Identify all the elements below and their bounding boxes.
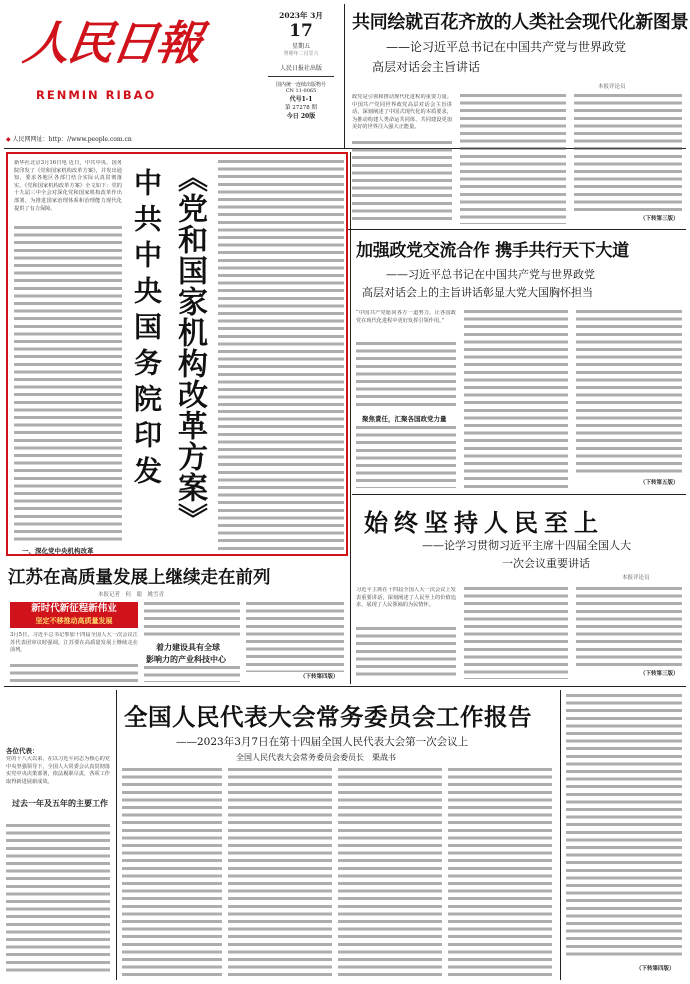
people-logo-icon: ◆ [6, 136, 11, 143]
npc-speaker: 全国人民代表大会常务委员会委员长 栗战书 [236, 753, 396, 762]
feature-publisher-vertical: 中共中央国务院印发 [130, 168, 163, 492]
lunar-date: 癸卯年二月廿六 [283, 51, 319, 57]
story-2-headline[interactable]: 加强政党交流合作 携手共行天下大道 [356, 241, 629, 261]
issue-number: 第 27278 期 [285, 105, 317, 111]
story-3-intro: 习近平主席在十四届全国人大一次会议上发表重要讲话，深刻阐述了人民至上的价值追求，展现了人民领袖的为民情怀。 [356, 587, 456, 609]
top-story [348, 4, 689, 229]
npc-left-section: 过去一年及五年的主要工作 [12, 799, 108, 808]
npc-subtitle: ——2023年3月7日在第十四届全国人民代表大会第一次会议上 [176, 736, 469, 748]
story-3-byline: 本报评论员 [622, 575, 650, 581]
feature-section-1: 一、深化党中央机构改革 [22, 547, 94, 555]
npc-headline[interactable]: 全国人民代表大会常务委员会工作报告 [124, 703, 532, 731]
top-story-subtitle-1: ——论习近平总书记在中国共产党与世界政党 [386, 40, 627, 54]
top-story-byline: 本报评论员 [598, 84, 626, 90]
story-3-subtitle-1: ——论学习贯彻习近平主席十四届全国人大 [422, 539, 631, 552]
top-story-turn: （下转第三版） [640, 216, 679, 222]
feature-title-vertical[interactable]: 《党和国家机构改革方案》 [172, 162, 207, 534]
story-2 [352, 232, 686, 494]
masthead [0, 0, 340, 148]
cn-number: CN 11-0065 [285, 88, 317, 94]
jiangsu-subhead-1: 着力建设具有全球 [156, 643, 220, 652]
jiangsu-banner [10, 602, 138, 628]
npc-intro: 党的十八大以来，在以习近平同志为核心的党中央坚强领导下，全国人大常委会认真贯彻落实党中央决策部署，依法履职尽责，各项工作取得新进展新成效。 [6, 756, 110, 785]
story-2-intro: “中国共产党愿同各方一道努力，让各国政党在现代化进程中更好发挥引领作用。” [356, 310, 456, 324]
banner-subtitle: 坚定不移推动高质量发展 [35, 617, 113, 625]
story-3-subtitle-2: 一次会议重要讲话 [502, 557, 590, 570]
jiangsu-subhead-2: 影响力的产业科技中心 [146, 655, 226, 664]
logo-pinyin: RENMIN RIBAO [36, 88, 157, 102]
website-line: ◆ 人民网网址：http：//www.people.com.cn [6, 136, 132, 143]
date-day: 17 [289, 21, 313, 41]
jiangsu-byline: 本报记者 何 聪 姚雪青 [98, 592, 165, 598]
weekday: 星期五 [291, 43, 310, 50]
top-story-intro: 政党是引领和推动现代化进程的重要力量。中国共产党同世界政党高层对话会主旨讲话，深刻阐述了中国式现代化的本质要求，为推动构建人类命运共同体、共同建设更加美好的世界注入强大正能量。 [352, 94, 452, 131]
date-block [262, 10, 340, 120]
npc-turn: （下转第四版） [636, 966, 675, 972]
publisher: 人民日报社出版 [279, 65, 322, 72]
story-3 [352, 497, 686, 683]
newspaper-logo: 人民日報 [20, 16, 204, 70]
story-2-subtitle-2: 高层对话会上的主旨讲话彰显大党大国胸怀担当 [362, 286, 593, 299]
feature-intro: 新华社北京3月16日电 近日，中共中央、国务院印发了《党和国家机构改革方案》，并发出通知，要求各地区各部门结合实际认真贯彻落实。《党和国家机构改革方案》全文如下：党的十九届三中全会对深化党和国家机构改革作出部署，为推进国家治理体系和治理能力现代化提供了有力保障。 [14, 160, 122, 212]
npc-report [4, 690, 686, 980]
issn-label: 国内统一连续出版物号 [275, 82, 326, 88]
feature-box [6, 152, 348, 556]
post-code: 代号1-1 [289, 96, 313, 103]
npc-left-column [4, 690, 114, 980]
banner-title: 新时代新征程新伟业 [31, 603, 117, 614]
story-2-turn: （下转第五版） [640, 480, 679, 486]
top-story-headline[interactable]: 共同绘就百花齐放的人类社会现代化新图景 [352, 12, 689, 33]
story-2-section: 聚焦責任，汇聚各国政党力量 [362, 415, 447, 423]
story-3-headline[interactable]: 始终坚持人民至上 [364, 509, 604, 537]
jiangsu-turn: （下转第四版） [300, 674, 339, 680]
story-2-subtitle-1: ——习近平总书记在中国共产党与世界政党 [386, 268, 595, 281]
top-story-subtitle-2: 高层对话会主旨讲话 [372, 60, 481, 74]
date-year-month: 2023年 3月 [279, 11, 323, 20]
npc-left-head: 各位代表： [6, 747, 39, 755]
page-count: 今日 20版 [286, 113, 316, 120]
jiangsu-intro: 3月5日，习近平总书记参加十四届全国人大一次会议江苏代表团审议时强调，江苏要在高质量发展上继续走在前列。 [10, 632, 138, 654]
story-3-turn: （下转第三版） [640, 671, 679, 677]
jiangsu-headline[interactable]: 江苏在高质量发展上继续走在前列 [8, 568, 271, 588]
jiangsu-story [6, 560, 348, 684]
